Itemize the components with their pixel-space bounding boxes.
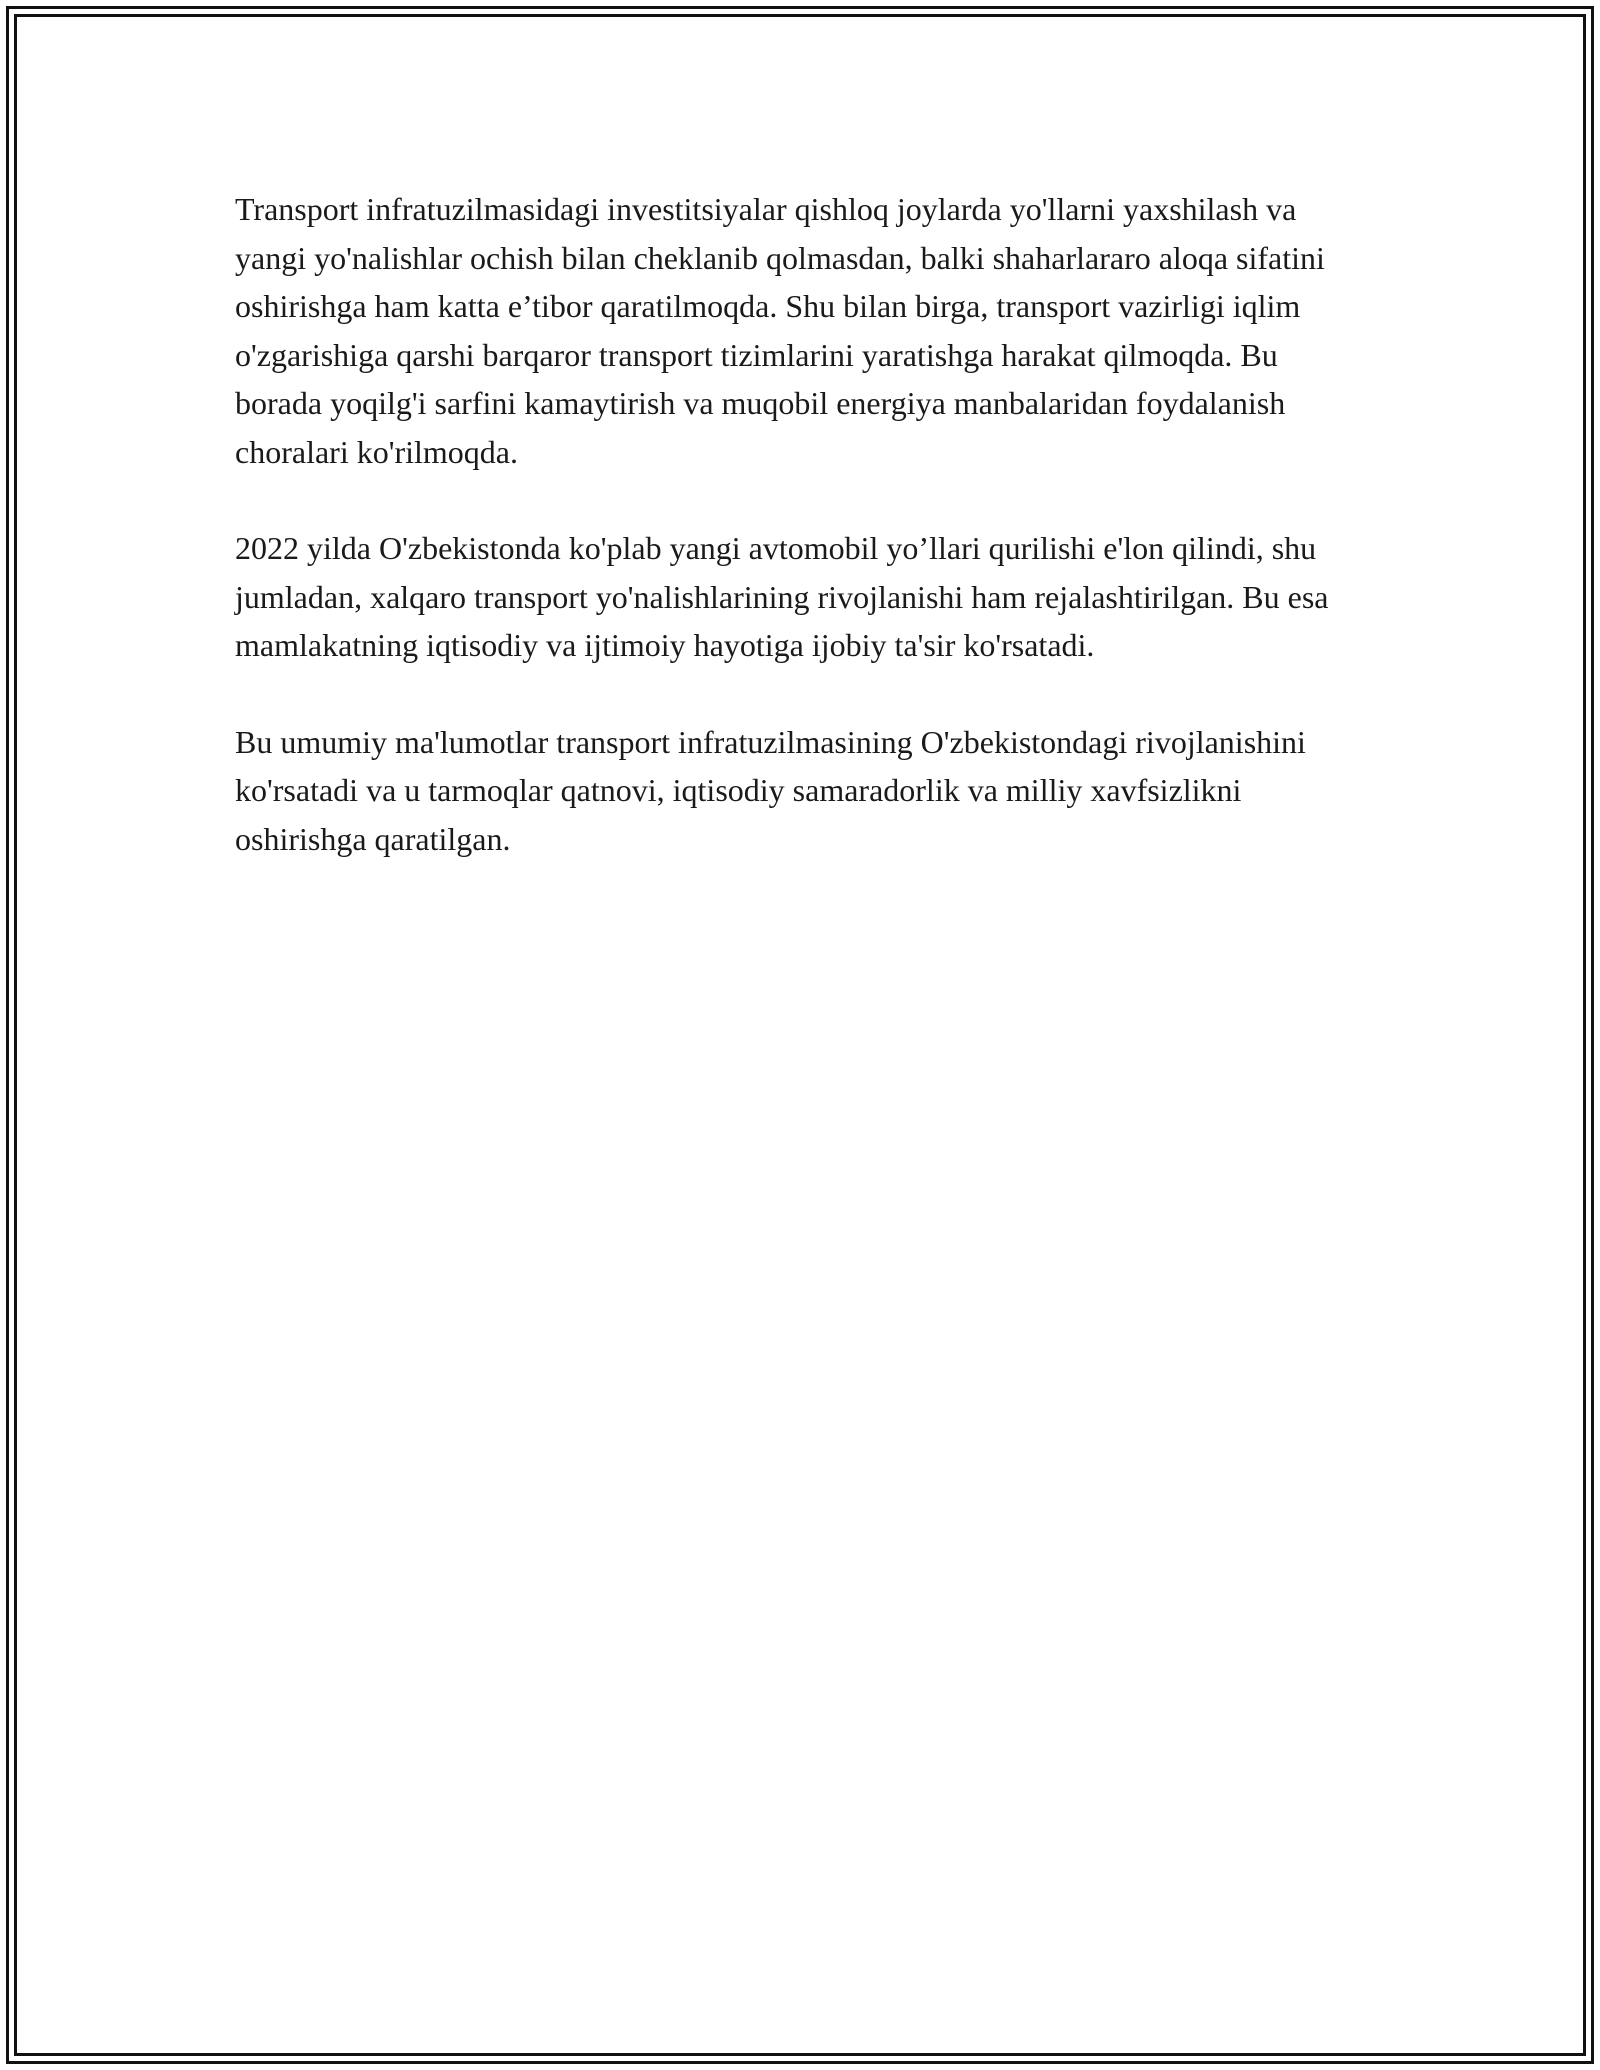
paragraph-2022-roads: 2022 yilda O'zbekistonda ko'plab yangi avtomobil yo’llari qurilishi e'lon qilindi, shu jumladan, xalqaro transport yo'nalishlarining rivojlanishi ham rejalashtirilgan. Bu esa mamlakatning iqtisodiy va ijtimoiy hayotiga ijobiy ta'sir ko'rsatadi. xyxy=(235,530,1329,663)
document-body xyxy=(235,185,1355,911)
paragraph-summary: Bu umumiy ma'lumotlar transport infratuzilmasining O'zbekistondagi rivojlanishini ko'rsatadi va u tarmoqlar qatnovi, iqtisodiy samaradorlik va milliy xavfsizlikni oshirishga qaratilgan. xyxy=(235,723,1306,857)
paragraph-investments: Transport infratuzilmasidagi investitsiyalar qishloq joylarda yo'llarni yaxshilash va yangi yo'nalishlar ochish bilan cheklanib qolmasdan, balki shaharlararo aloqa sifatini oshirishga ham katta e’tibor qaratilmoqda. Shu bilan birga, transport vazirligi iqlim o'zgarishiga qarshi barqaror transport tizimlarini yaratishga harakat qilmoqda. Bu borada yoqilg'i sarfini kamaytirish va muqobil energiya manbalaridan foydalanish choralari ko'rilmoqda. xyxy=(235,191,1325,470)
